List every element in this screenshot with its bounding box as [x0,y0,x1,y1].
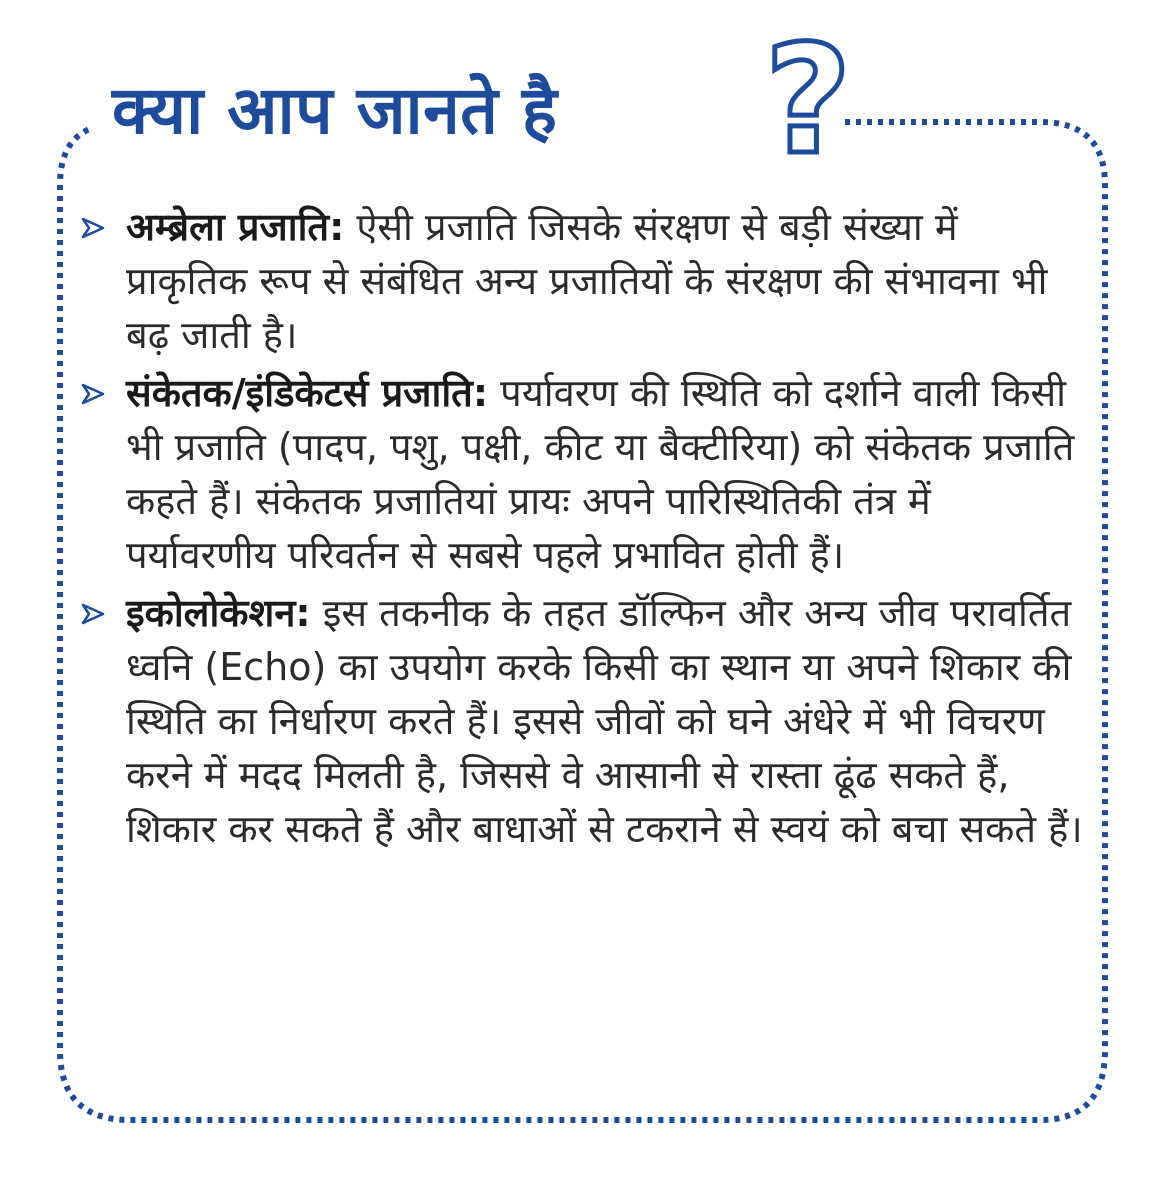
list-item [80,366,1090,582]
item-description: इस तकनीक के तहत डॉल्फिन और अन्य जीव परावर्तित ध्वनि (Echo) का उपयोग करके किसी का स्थान या अपने शिकार की स्थिति का निर्धारण करते हैं। इससे जीवों को घने अंधेरे में भी विचरण करने में मदद मिलती है, जिससे वे आसानी से रास्ता ढूंढ सकते हैं, शिकार कर सकते हैं और बाधाओं से टकराने से स्वयं को बचा सकते हैं। [126,591,1083,851]
arrow-right-icon [80,215,106,241]
list-item [80,200,1090,362]
list-item [80,586,1090,856]
item-description: पर्यावरण की स्थिति को दर्शाने वाली किसी भी प्रजाति (पादप, पशु, पक्षी, कीट या बैक्टीरिया) को संकेतक प्रजाति कहते हैं। संकेतक प्रजातियां प्रायः अपने पारिस्थितिकी तंत्र में पर्यावरणीय परिवर्तन से सबसे पहले प्रभावित होती हैं। [126,371,1075,577]
item-term: अम्ब्रेला प्रजाति: [126,205,345,249]
arrow-right-icon [80,601,106,627]
question-mark-icon [752,32,870,172]
arrow-right-icon [80,381,106,407]
page-title: क्या आप जानते है [112,72,558,149]
item-description: ऐसी प्रजाति जिसके संरक्षण से बड़ी संख्या में प्राकृतिक रूप से संबंधित अन्य प्रजातियों के संरक्षण की संभावना भी बढ़ जाती है। [126,205,1048,357]
facts-list [80,200,1090,860]
question-mark-glyph: ? [764,32,852,172]
item-term: संकेतक/इंडिकेटर्स प्रजाति: [126,371,489,415]
item-term: इकोलोकेशन: [126,591,311,635]
